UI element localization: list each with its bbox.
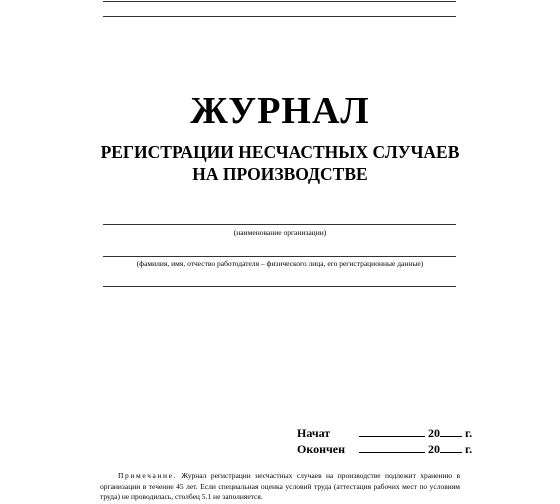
ended-year-suffix: г.: [465, 442, 473, 456]
ended-date-row: [297, 441, 472, 456]
top-rule-2: [103, 16, 456, 17]
document-title: ЖУРНАЛ: [190, 90, 370, 132]
footnote: [100, 471, 460, 503]
blank-line: [103, 286, 456, 287]
ended-date-blank: [359, 441, 425, 453]
organization-name-line: [103, 224, 456, 225]
started-year-suffix: г.: [465, 426, 473, 440]
footnote-lead: Примечание.: [118, 471, 178, 480]
footnote-text: Журнал регистрации несчастных случаев на производстве подлежит хранению в организации в течение 45 лет. Если специальная оценка условий труда (аттестация рабочих мест по условиям труда) не проводилась, столбец 5.1 не заполняется.: [100, 471, 461, 501]
started-label: Начат: [297, 426, 331, 440]
employer-name-caption: (фамилия, имя, отчество работодателя – физического лица, его регистрационные данные): [136, 259, 424, 268]
started-year-prefix: 20: [428, 426, 440, 440]
ended-year-prefix: 20: [428, 442, 440, 456]
started-date-row: [297, 425, 472, 440]
started-year-blank: [440, 425, 462, 437]
organization-name-caption: (наименование организации): [233, 228, 327, 237]
ended-label: Окончен: [297, 442, 346, 456]
ended-year-blank: [440, 441, 462, 453]
started-date-blank: [359, 425, 425, 437]
document-subtitle-line-1: РЕГИСТРАЦИИ НЕСЧАСТНЫХ СЛУЧАЕВ: [100, 142, 460, 162]
document-subtitle-line-2: НА ПРОИЗВОДСТВЕ: [192, 164, 368, 184]
top-rule-1: [103, 1, 456, 2]
employer-name-line: [103, 256, 456, 257]
